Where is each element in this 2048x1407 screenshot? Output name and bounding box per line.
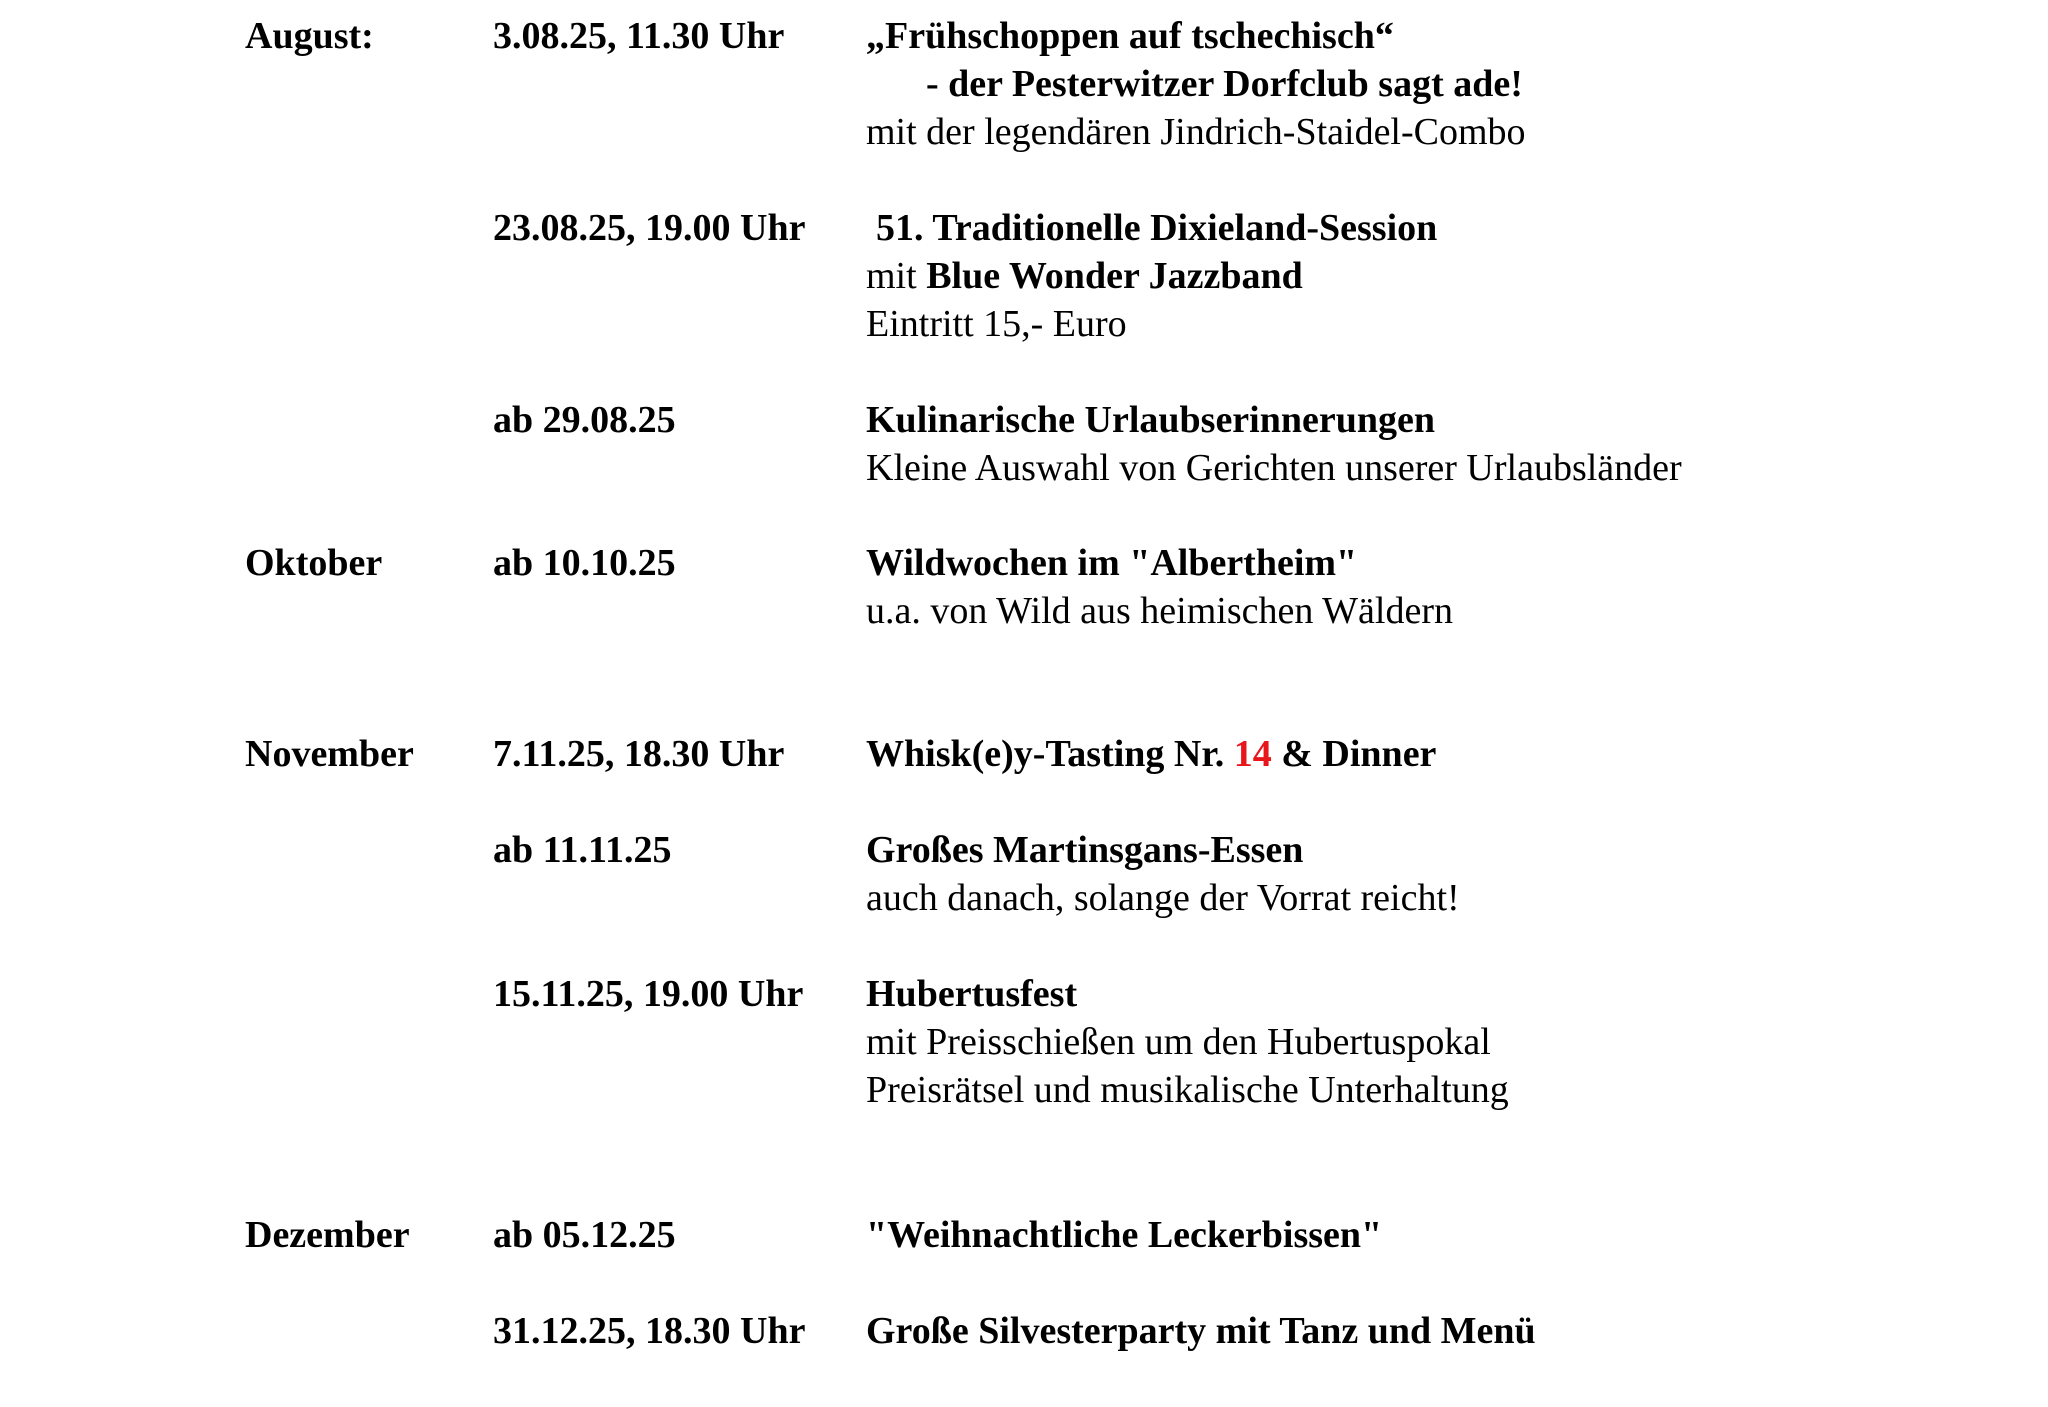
event-row xyxy=(0,60,2048,108)
tasting-label: Whisk(e)y-Tasting Nr. xyxy=(866,733,1225,775)
event-row xyxy=(0,252,2048,300)
event-row xyxy=(0,204,2048,252)
event-date: 23.08.25, 19.00 Uhr xyxy=(493,207,806,249)
month-label: November xyxy=(245,733,414,775)
event-row xyxy=(0,730,2048,778)
event-subtitle-prefix: mit xyxy=(866,255,917,297)
event-title: "Weihnachtliche Leckerbissen" xyxy=(866,1214,1383,1256)
event-description: Preisrätsel und musikalische Unterhaltung xyxy=(866,1069,1509,1111)
event-description: auch danach, solange der Vorrat reicht! xyxy=(866,877,1460,919)
event-subtitle xyxy=(866,252,1303,300)
event-title: Wildwochen im "Albertheim" xyxy=(866,542,1358,584)
event-description: mit der legendären Jindrich-Staidel-Combo xyxy=(866,111,1526,153)
event-date: 31.12.25, 18.30 Uhr xyxy=(493,1310,806,1352)
month-label: August: xyxy=(245,15,374,57)
event-row xyxy=(0,300,2048,348)
event-description: Kleine Auswahl von Gerichten unserer Urlaubsländer xyxy=(866,447,1682,489)
event-row xyxy=(0,539,2048,587)
event-title: „Frühschoppen auf tschechisch“ xyxy=(866,15,1394,57)
event-date: 15.11.25, 19.00 Uhr xyxy=(493,973,804,1015)
event-date: ab 05.12.25 xyxy=(493,1214,676,1256)
event-row xyxy=(0,874,2048,922)
event-date: ab 29.08.25 xyxy=(493,399,676,441)
event-row xyxy=(0,970,2048,1018)
event-row xyxy=(0,444,2048,492)
event-row xyxy=(0,1066,2048,1114)
event-row xyxy=(0,826,2048,874)
event-title xyxy=(866,730,1436,778)
event-price: Eintritt 15,- Euro xyxy=(866,303,1127,345)
event-date: ab 11.11.25 xyxy=(493,829,672,871)
event-date: ab 10.10.25 xyxy=(493,542,676,584)
event-row xyxy=(0,1307,2048,1355)
event-title: Hubertusfest xyxy=(866,973,1078,1015)
event-description: mit Preisschießen um den Hubertuspokal xyxy=(866,1021,1491,1063)
event-date: 3.08.25, 11.30 Uhr xyxy=(493,15,785,57)
event-row xyxy=(0,1211,2048,1259)
month-label: Oktober xyxy=(245,542,383,584)
event-row xyxy=(0,1018,2048,1066)
event-row xyxy=(0,587,2048,635)
event-row xyxy=(0,108,2048,156)
event-title: Große Silvesterparty mit Tanz und Menü xyxy=(866,1310,1536,1352)
event-title: Großes Martinsgans-Essen xyxy=(866,829,1304,871)
event-subtitle: - der Pesterwitzer Dorfclub sagt ade! xyxy=(926,63,1523,105)
month-label: Dezember xyxy=(245,1214,410,1256)
event-title: Kulinarische Urlaubserinnerungen xyxy=(866,399,1435,441)
tasting-suffix: & Dinner xyxy=(1281,733,1437,775)
event-row xyxy=(0,12,2048,60)
tasting-number: 14 xyxy=(1233,733,1272,775)
event-row xyxy=(0,396,2048,444)
band-name: Blue Wonder Jazzband xyxy=(926,255,1303,297)
event-title: 51. Traditionelle Dixieland-Session xyxy=(876,207,1438,249)
event-date: 7.11.25, 18.30 Uhr xyxy=(493,733,785,775)
event-description: u.a. von Wild aus heimischen Wäldern xyxy=(866,590,1453,632)
